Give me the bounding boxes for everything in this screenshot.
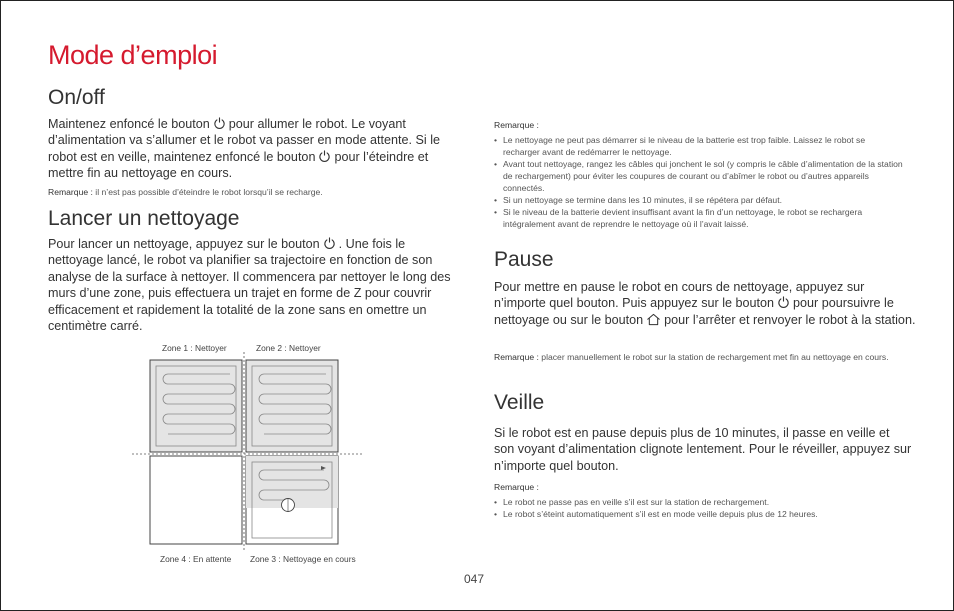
right-note-item: • Avant tout nettoyage, rangez les câbles qui jonchent le sol (y compris le câble d’alimentation de la station de rechargement) pour éviter les coupures de courant ou d’abîmer le robot ou d’autres appareils connectés.	[494, 158, 904, 194]
pause-text	[494, 279, 918, 328]
pause-text-part1: Pour mettre en pause le robot en cours de nettoyage, appuyez sur n’importe quel bouton. Puis appuyez sur le bouton	[494, 280, 865, 311]
veille-note-item: • Le robot s’éteint automatiquement s’il est en mode veille depuis plus de 12 heures.	[494, 508, 904, 520]
veille-notes-list	[494, 496, 904, 520]
onoff-text-part3: pour l’éteindre et mettre fin au nettoyage en cours.	[48, 149, 429, 181]
power-icon	[213, 117, 226, 130]
zone3-label: Zone 3 : Nettoyage en cours	[250, 554, 356, 564]
onoff-note	[48, 186, 468, 198]
onoff-text-part1: Maintenez enfoncé le bouton	[48, 117, 210, 131]
zone3-diagram	[246, 456, 338, 544]
page-number: 047	[464, 572, 485, 586]
right-note-item: • Si le niveau de la batterie devient insuffisant avant la fin d’un nettoyage, le robot se rechargera intégralement avant de reprendre le nettoyage où il l’avait laissé.	[494, 206, 904, 230]
right-note-item: • Le nettoyage ne peut pas démarrer si le niveau de la batterie est trop faible. Laissez le robot se recharger avant de redémarrer le nettoyage.	[494, 134, 904, 158]
right-notes-label: Remarque :	[494, 120, 539, 130]
zone1-diagram	[150, 360, 242, 452]
veille-heading: Veille	[494, 391, 545, 414]
pause-text-part2: pour poursuivre le nettoyage ou sur le bouton	[494, 296, 894, 327]
veille-text: Si le robot est en pause depuis plus de 10 minutes, il passe en veille et son voyant d’alimentation clignote lentement. Pour le réveiller, appuyez sur n’importe quel bouton.	[494, 426, 912, 473]
home-icon	[646, 313, 661, 326]
pause-note-text: placer manuellement le robot sur la station de rechargement met fin au nettoyage en cours.	[541, 352, 889, 362]
onoff-note-text: il n’est pas possible d’éteindre le robot lorsqu’il se recharge.	[95, 187, 323, 197]
power-icon	[318, 150, 331, 163]
pause-text-part3: pour l’arrêter et renvoyer le robot à la station.	[664, 312, 916, 327]
right-notes-list	[494, 134, 904, 230]
onoff-text	[48, 116, 458, 182]
pause-note	[494, 351, 904, 363]
onoff-note-label: Remarque :	[48, 187, 93, 197]
lancer-text-part2: . Une fois le nettoyage lancé, le robot va planifier sa trajectoire en fonction de son analyse de la surface à nettoyer. Il commencera par nettoyer le long des murs d’une zone, puis effectuera un trajet en forme de Z pour couvrir efficacement et rapidement la totalité de la zone sans en omettre un centimètre carré.	[48, 237, 451, 334]
power-icon	[323, 237, 336, 250]
lancer-text-part1: Pour lancer un nettoyage, appuyez sur le bouton	[48, 237, 320, 251]
onoff-heading: On/off	[48, 86, 105, 109]
zone1-label: Zone 1 : Nettoyer	[162, 343, 227, 353]
lancer-heading: Lancer un nettoyage	[48, 207, 240, 230]
cleaning-zones-diagram	[128, 352, 368, 552]
zone2-label: Zone 2 : Nettoyer	[256, 343, 321, 353]
zone2-diagram	[246, 360, 338, 452]
right-note-item: • Si un nettoyage se termine dans les 10 minutes, il se répétera par défaut.	[494, 194, 904, 206]
veille-notes	[494, 481, 904, 520]
veille-note-item: • Le robot ne passe pas en veille s’il est sur la station de rechargement.	[494, 496, 904, 508]
page-title: Mode d’emploi	[48, 40, 218, 70]
pause-heading: Pause	[494, 248, 554, 271]
zone4-label: Zone 4 : En attente	[160, 554, 232, 564]
right-notes	[494, 119, 904, 230]
onoff-text-part2: pour allumer le robot. Le voyant d’alimentation va s’allumer et le robot va passer en mode attente. Si le robot est en veille, maintenez enfoncé le bouton	[48, 117, 441, 164]
lancer-text	[48, 236, 460, 334]
zone4-diagram	[150, 456, 242, 544]
pause-note-label: Remarque :	[494, 352, 539, 362]
veille-notes-label: Remarque :	[494, 482, 539, 492]
power-icon	[777, 296, 790, 309]
